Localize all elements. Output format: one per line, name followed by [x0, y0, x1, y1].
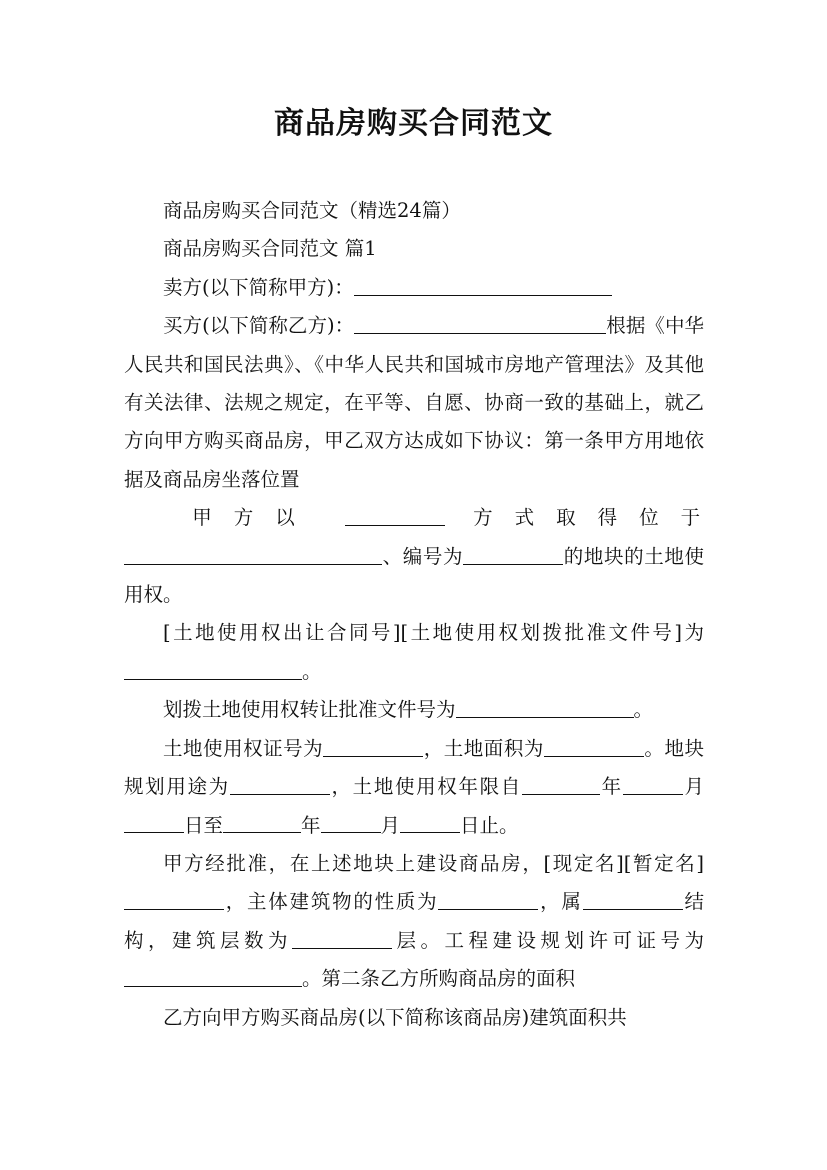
land-text-a: 甲方以 — [192, 506, 317, 530]
buyer-blank — [354, 314, 606, 335]
land-term-text: ，土地使用权年限自 — [329, 775, 522, 799]
start-day-blank — [124, 813, 184, 834]
article-two-text: 。第二条乙方所购商品房的面积 — [302, 967, 576, 991]
certificate-blank — [323, 736, 423, 757]
legal-basis-text: 《中华人民共和国民法典》、《中华人民共和国城市房地产管理法》及其他有关法律、法规之规定，在平等、自愿、协商一致的基础上，就乙方向甲方购买商品房，甲乙双方达成如下协议：第一条甲方用地依据及商品房坐落位置 — [124, 314, 704, 491]
section-heading: 商品房购买合同范文 篇1 — [163, 237, 377, 261]
structure-blank — [583, 890, 683, 911]
buyer-paragraph — [124, 307, 704, 499]
certificate-text: 土地使用权证号为 — [163, 736, 324, 760]
structure-text: ，属 — [538, 890, 583, 914]
seller-line — [124, 269, 704, 307]
period-mark: 。 — [643, 736, 665, 760]
buyer-tail: 根据 — [606, 314, 646, 338]
seller-blank — [354, 275, 612, 296]
buyer-label: 买方(以下简称乙方)： — [163, 314, 355, 338]
document-body — [124, 192, 704, 1037]
permit-text: 层。工程建设规划许可证号为 — [392, 928, 704, 952]
seller-label: 卖方(以下简称甲方)： — [163, 275, 354, 299]
land-text-b: 方式取得位于 — [473, 506, 705, 530]
land-area-blank — [544, 736, 644, 757]
land-location-blank — [124, 544, 382, 565]
month-label: 月 — [682, 775, 704, 799]
land-acquisition-line — [124, 499, 704, 537]
start-month-blank — [623, 775, 683, 796]
period-mark: 。 — [302, 659, 322, 683]
contract-number-paragraph — [124, 614, 704, 691]
building-name-blank — [124, 890, 224, 911]
start-year-blank — [522, 775, 600, 796]
transfer-number-blank — [456, 698, 634, 719]
land-method-blank — [345, 506, 445, 527]
area-paragraph: 乙方向甲方购买商品房(以下简称该商品房)建筑面积共 — [163, 1005, 627, 1029]
construction-text: 甲方经批准，在上述地块上建设商品房，[现定名][暂定名] — [163, 851, 704, 875]
land-use-blank — [230, 775, 330, 796]
end-day-blank — [400, 813, 460, 834]
day-end-label: 日止。 — [460, 813, 519, 837]
document-title: 商品房购买合同范文 — [274, 106, 553, 141]
year-label: 年 — [301, 813, 321, 837]
month-label: 月 — [380, 813, 401, 837]
land-text-d: 的地块的土地使用权。 — [124, 544, 704, 607]
transfer-number-paragraph — [124, 691, 704, 729]
building-nature-blank — [438, 890, 538, 911]
end-year-blank — [223, 813, 301, 834]
permit-blank — [124, 967, 302, 988]
transfer-number-text: 划拨土地使用权转让批准文件号为 — [163, 698, 456, 722]
period-mark: 。 — [633, 698, 654, 722]
year-label: 年 — [599, 775, 623, 799]
building-nature-text: ，主体建筑物的性质为 — [224, 890, 439, 914]
floors-blank — [292, 928, 392, 949]
day-to-label: 日至 — [184, 813, 224, 837]
contract-number-text: [土地使用权出让合同号][土地使用权划拨批准文件号]为 — [163, 621, 704, 645]
land-area-text: ，土地面积为 — [423, 736, 544, 760]
land-number-blank — [463, 544, 563, 565]
land-certificate-paragraph — [124, 730, 704, 845]
construction-paragraph — [124, 845, 704, 999]
land-use-text: 地块规划用途为 — [124, 736, 704, 799]
land-location-paragraph — [124, 538, 704, 615]
intro-paragraph: 商品房购买合同范文（精选24篇） — [163, 199, 461, 222]
land-text-c: 、编号为 — [382, 544, 464, 568]
end-month-blank — [321, 813, 381, 834]
contract-number-blank — [124, 659, 302, 680]
floors-text: 结构，建筑层数为 — [124, 890, 704, 952]
